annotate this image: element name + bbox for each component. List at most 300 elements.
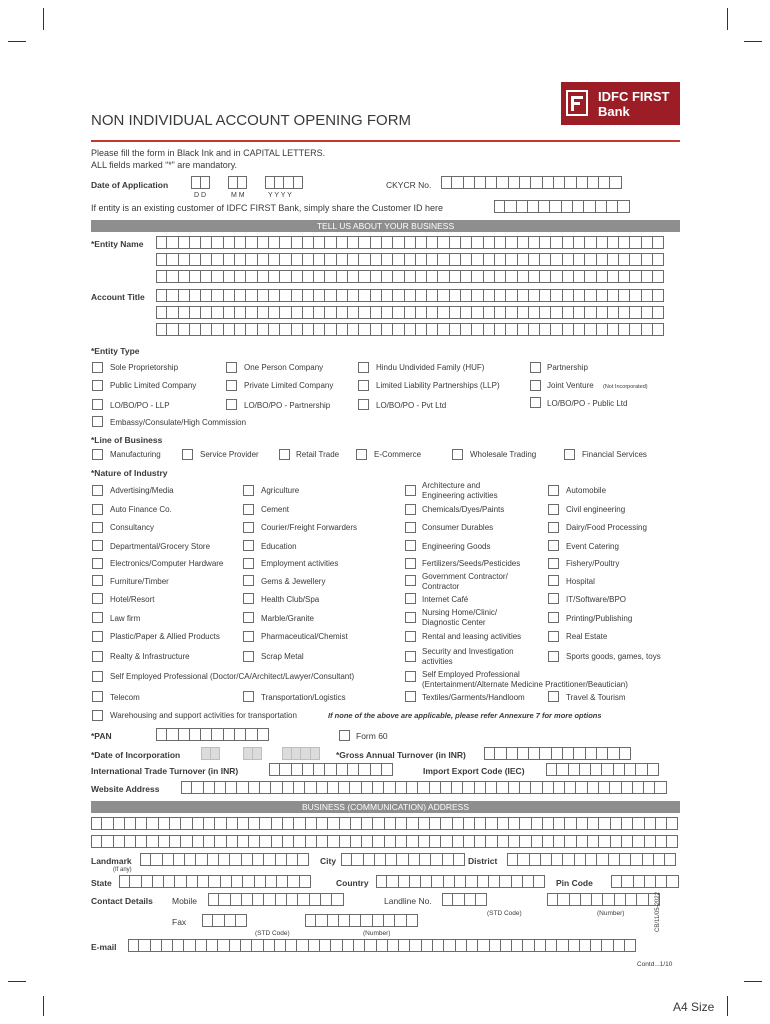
entity-name-row-3[interactable] (156, 270, 664, 283)
input-cell[interactable] (541, 853, 552, 866)
input-cell[interactable] (142, 875, 153, 888)
input-cell[interactable] (558, 893, 569, 906)
input-cell[interactable] (264, 939, 275, 952)
input-cell[interactable] (565, 817, 576, 830)
input-cell[interactable] (153, 875, 164, 888)
input-cell[interactable] (393, 306, 404, 319)
input-cell[interactable] (476, 893, 487, 906)
input-cell[interactable] (551, 289, 562, 302)
input-cell[interactable] (320, 939, 331, 952)
checkbox-industry[interactable] (243, 612, 254, 623)
input-cell[interactable] (238, 817, 249, 830)
input-cell[interactable] (359, 270, 370, 283)
input-cell[interactable] (546, 763, 557, 776)
input-cell[interactable] (175, 875, 186, 888)
input-cell[interactable] (187, 875, 198, 888)
input-cell[interactable] (136, 835, 147, 848)
input-cell[interactable] (371, 763, 382, 776)
input-cell[interactable] (642, 253, 653, 266)
input-cell[interactable] (505, 200, 516, 213)
input-cell[interactable] (550, 200, 561, 213)
input-cell[interactable] (275, 939, 286, 952)
input-cell[interactable] (592, 893, 603, 906)
input-cell[interactable] (608, 236, 619, 249)
input-cell[interactable] (591, 763, 602, 776)
input-cell[interactable] (395, 914, 406, 927)
input-cell[interactable] (386, 853, 397, 866)
checkbox-opc[interactable] (226, 362, 237, 373)
input-cell[interactable] (463, 781, 474, 794)
input-cell[interactable] (478, 939, 489, 952)
input-cell[interactable] (147, 835, 158, 848)
input-cell[interactable] (643, 853, 654, 866)
checkbox-ecommerce[interactable] (356, 449, 367, 460)
input-cell[interactable] (475, 817, 486, 830)
checkbox-industry[interactable] (405, 612, 416, 623)
input-cell[interactable] (373, 914, 384, 927)
account-title-row-2[interactable] (156, 306, 664, 319)
input-cell[interactable] (486, 176, 497, 189)
input-cell[interactable] (467, 939, 478, 952)
input-cell[interactable] (215, 817, 226, 830)
input-cell[interactable] (227, 835, 238, 848)
input-cell[interactable] (535, 939, 546, 952)
input-cell[interactable] (246, 253, 257, 266)
checkbox-manufacturing[interactable] (92, 449, 103, 460)
input-cell[interactable] (427, 236, 438, 249)
input-cell[interactable] (212, 270, 223, 283)
input-cell[interactable] (518, 253, 529, 266)
input-cell[interactable] (269, 270, 280, 283)
input-cell[interactable] (167, 289, 178, 302)
input-cell[interactable] (472, 236, 483, 249)
input-cell[interactable] (597, 236, 608, 249)
input-cell[interactable] (348, 236, 359, 249)
input-cell[interactable] (630, 270, 641, 283)
input-cell[interactable] (529, 270, 540, 283)
account-title-row-3[interactable] (156, 323, 664, 336)
input-cell[interactable] (532, 835, 543, 848)
input-cell[interactable] (264, 853, 275, 866)
input-cell[interactable] (407, 781, 418, 794)
input-cell[interactable] (608, 253, 619, 266)
input-cell[interactable] (201, 253, 212, 266)
input-cell[interactable] (472, 306, 483, 319)
input-cell[interactable] (509, 176, 520, 189)
input-cell[interactable] (609, 853, 620, 866)
input-cell[interactable] (246, 728, 257, 741)
input-cell[interactable] (167, 306, 178, 319)
input-cell[interactable] (337, 323, 348, 336)
input-cell[interactable] (235, 270, 246, 283)
input-cell[interactable] (196, 853, 207, 866)
input-cell[interactable] (599, 781, 610, 794)
input-cell[interactable] (611, 835, 622, 848)
input-cell[interactable] (472, 323, 483, 336)
input-cell[interactable] (472, 270, 483, 283)
input-cell[interactable] (620, 853, 631, 866)
input-cell[interactable] (269, 236, 280, 249)
input-cell[interactable] (399, 939, 410, 952)
input-cell[interactable] (507, 853, 518, 866)
checkbox-wholesale[interactable] (452, 449, 463, 460)
input-cell[interactable] (494, 200, 505, 213)
input-cell[interactable] (303, 270, 314, 283)
input-cell[interactable] (410, 875, 421, 888)
ckycr-input[interactable] (441, 176, 622, 189)
input-cell[interactable] (484, 306, 495, 319)
input-cell[interactable] (596, 200, 607, 213)
input-cell[interactable] (179, 236, 190, 249)
input-cell[interactable] (630, 306, 641, 319)
input-cell[interactable] (644, 781, 655, 794)
input-cell[interactable] (465, 893, 476, 906)
input-cell[interactable] (167, 236, 178, 249)
input-cell[interactable] (630, 289, 641, 302)
input-cell[interactable] (371, 270, 382, 283)
input-cell[interactable] (292, 763, 303, 776)
input-cell[interactable] (506, 270, 517, 283)
input-cell[interactable] (226, 781, 237, 794)
input-cell[interactable] (520, 835, 531, 848)
input-cell[interactable] (585, 236, 596, 249)
input-cell[interactable] (608, 270, 619, 283)
input-cell[interactable] (269, 763, 280, 776)
input-cell[interactable] (438, 306, 449, 319)
input-cell[interactable] (453, 817, 464, 830)
input-cell[interactable] (371, 323, 382, 336)
input-cell[interactable] (359, 236, 370, 249)
input-cell[interactable] (608, 306, 619, 319)
input-cell[interactable] (208, 853, 219, 866)
input-cell[interactable] (655, 781, 666, 794)
input-cell[interactable] (611, 875, 622, 888)
input-cell[interactable] (303, 323, 314, 336)
input-cell[interactable] (484, 253, 495, 266)
input-cell[interactable] (260, 817, 271, 830)
input-cell[interactable] (551, 236, 562, 249)
input-cell[interactable] (348, 253, 359, 266)
checkbox-industry[interactable] (405, 575, 416, 586)
input-cell[interactable] (464, 835, 475, 848)
input-cell[interactable] (382, 323, 393, 336)
input-cell[interactable] (665, 853, 676, 866)
input-cell[interactable] (573, 200, 584, 213)
pan-input[interactable] (156, 728, 269, 741)
input-cell[interactable] (416, 306, 427, 319)
checkbox-travel[interactable] (548, 691, 559, 702)
input-cell[interactable] (585, 323, 596, 336)
input-cell[interactable] (574, 270, 585, 283)
input-cell[interactable] (552, 747, 563, 760)
checkbox-industry[interactable] (92, 575, 103, 586)
input-cell[interactable] (427, 289, 438, 302)
checkbox-embassy[interactable] (92, 416, 103, 427)
input-cell[interactable] (306, 817, 317, 830)
input-cell[interactable] (258, 306, 269, 319)
input-cell[interactable] (241, 939, 252, 952)
input-cell[interactable] (227, 817, 238, 830)
checkbox-sole-proprietorship[interactable] (92, 362, 103, 373)
input-cell[interactable] (156, 253, 167, 266)
input-cell[interactable] (576, 781, 587, 794)
input-cell[interactable] (190, 253, 201, 266)
input-cell[interactable] (253, 853, 264, 866)
input-cell[interactable] (543, 817, 554, 830)
input-cell[interactable] (384, 914, 395, 927)
checkbox-industry[interactable] (548, 504, 559, 515)
input-cell[interactable] (375, 853, 386, 866)
input-cell[interactable] (382, 270, 393, 283)
input-cell[interactable] (305, 781, 316, 794)
checkbox-lobopo-public[interactable] (530, 397, 541, 408)
input-cell[interactable] (272, 835, 283, 848)
input-cell[interactable] (405, 236, 416, 249)
input-cell[interactable] (422, 939, 433, 952)
input-cell[interactable] (438, 270, 449, 283)
input-cell[interactable] (232, 875, 243, 888)
input-cell[interactable] (591, 939, 602, 952)
input-cell[interactable] (540, 289, 551, 302)
input-cell[interactable] (280, 289, 291, 302)
input-cell[interactable] (552, 853, 563, 866)
input-cell[interactable] (427, 253, 438, 266)
input-cell[interactable] (653, 236, 664, 249)
input-cell[interactable] (249, 835, 260, 848)
input-cell[interactable] (419, 835, 430, 848)
input-cell[interactable] (637, 893, 648, 906)
input-cell[interactable] (529, 236, 540, 249)
doa-dd[interactable] (191, 176, 210, 189)
input-cell[interactable] (272, 817, 283, 830)
input-cell[interactable] (185, 853, 196, 866)
input-cell[interactable] (328, 835, 339, 848)
input-cell[interactable] (633, 781, 644, 794)
checkbox-industry[interactable] (548, 593, 559, 604)
input-cell[interactable] (597, 323, 608, 336)
input-cell[interactable] (531, 781, 542, 794)
input-cell[interactable] (633, 817, 644, 830)
input-cell[interactable] (520, 817, 531, 830)
input-cell[interactable] (441, 781, 452, 794)
checkbox-transport[interactable] (243, 691, 254, 702)
input-cell[interactable] (430, 817, 441, 830)
input-cell[interactable] (551, 253, 562, 266)
address-row-1[interactable] (91, 817, 678, 830)
checkbox-industry[interactable] (243, 504, 254, 515)
input-cell[interactable] (562, 200, 573, 213)
input-cell[interactable] (179, 323, 190, 336)
input-cell[interactable] (517, 200, 528, 213)
input-cell[interactable] (280, 306, 291, 319)
input-cell[interactable] (529, 747, 540, 760)
input-cell[interactable] (472, 289, 483, 302)
input-cell[interactable] (438, 236, 449, 249)
input-cell[interactable] (540, 306, 551, 319)
input-cell[interactable] (354, 939, 365, 952)
input-cell[interactable] (495, 747, 506, 760)
input-cell[interactable] (287, 893, 298, 906)
input-cell[interactable] (626, 893, 637, 906)
input-cell[interactable] (455, 875, 466, 888)
input-cell[interactable] (620, 747, 631, 760)
input-cell[interactable] (201, 728, 212, 741)
input-cell[interactable] (634, 875, 645, 888)
input-cell[interactable] (450, 289, 461, 302)
input-cell[interactable] (512, 939, 523, 952)
input-cell[interactable] (585, 253, 596, 266)
input-cell[interactable] (645, 835, 656, 848)
input-cell[interactable] (167, 323, 178, 336)
input-cell[interactable] (441, 817, 452, 830)
input-cell[interactable] (540, 747, 551, 760)
input-cell[interactable] (489, 875, 500, 888)
input-cell[interactable] (156, 289, 167, 302)
input-cell[interactable] (529, 253, 540, 266)
entity-name-row-1[interactable] (156, 236, 664, 249)
input-cell[interactable] (475, 781, 486, 794)
input-cell[interactable] (574, 306, 585, 319)
input-cell[interactable] (184, 939, 195, 952)
input-cell[interactable] (163, 853, 174, 866)
input-cell[interactable] (292, 253, 303, 266)
input-cell[interactable] (574, 289, 585, 302)
checkbox-industry[interactable] (92, 612, 103, 623)
input-cell[interactable] (125, 817, 136, 830)
input-cell[interactable] (328, 781, 339, 794)
input-cell[interactable] (540, 236, 551, 249)
input-cell[interactable] (179, 728, 190, 741)
input-cell[interactable] (618, 200, 629, 213)
checkbox-industry[interactable] (405, 504, 416, 515)
input-cell[interactable] (438, 289, 449, 302)
input-cell[interactable] (292, 289, 303, 302)
input-cell[interactable] (656, 817, 667, 830)
input-cell[interactable] (611, 817, 622, 830)
input-cell[interactable] (653, 253, 664, 266)
checkbox-textiles[interactable] (405, 691, 416, 702)
input-cell[interactable] (597, 289, 608, 302)
input-cell[interactable] (608, 323, 619, 336)
intl-turnover-input[interactable] (269, 763, 393, 776)
input-cell[interactable] (300, 875, 311, 888)
input-cell[interactable] (407, 914, 418, 927)
input-cell[interactable] (450, 306, 461, 319)
input-cell[interactable] (586, 747, 597, 760)
input-cell[interactable] (283, 781, 294, 794)
input-cell[interactable] (393, 253, 404, 266)
input-cell[interactable] (407, 817, 418, 830)
input-cell[interactable] (577, 835, 588, 848)
input-cell[interactable] (486, 835, 497, 848)
input-cell[interactable] (597, 270, 608, 283)
input-cell[interactable] (588, 835, 599, 848)
input-cell[interactable] (529, 306, 540, 319)
checkbox-industry[interactable] (243, 631, 254, 642)
input-cell[interactable] (181, 817, 192, 830)
checkbox-industry[interactable] (92, 485, 103, 496)
input-cell[interactable] (212, 306, 223, 319)
input-cell[interactable] (373, 781, 384, 794)
input-cell[interactable] (212, 289, 223, 302)
input-cell[interactable] (642, 270, 653, 283)
input-cell[interactable] (421, 875, 432, 888)
input-cell[interactable] (597, 253, 608, 266)
entity-name-row-2[interactable] (156, 253, 664, 266)
input-cell[interactable] (540, 270, 551, 283)
input-cell[interactable] (136, 817, 147, 830)
input-cell[interactable] (563, 853, 574, 866)
input-cell[interactable] (283, 817, 294, 830)
input-cell[interactable] (303, 306, 314, 319)
input-cell[interactable] (416, 236, 427, 249)
input-cell[interactable] (667, 835, 678, 848)
input-cell[interactable] (450, 236, 461, 249)
input-cell[interactable] (653, 289, 664, 302)
input-cell[interactable] (337, 270, 348, 283)
input-cell[interactable] (371, 236, 382, 249)
input-cell[interactable] (201, 270, 212, 283)
input-cell[interactable] (506, 323, 517, 336)
input-cell[interactable] (179, 270, 190, 283)
checkbox-partnership[interactable] (530, 362, 541, 373)
input-cell[interactable] (139, 939, 150, 952)
input-cell[interactable] (656, 835, 667, 848)
email-input[interactable] (128, 939, 636, 952)
input-cell[interactable] (337, 236, 348, 249)
input-cell[interactable] (405, 270, 416, 283)
input-cell[interactable] (215, 781, 226, 794)
input-cell[interactable] (221, 875, 232, 888)
input-cell[interactable] (495, 236, 506, 249)
input-cell[interactable] (543, 835, 554, 848)
checkbox-industry[interactable] (548, 522, 559, 533)
input-cell[interactable] (484, 323, 495, 336)
checkbox-industry[interactable] (405, 631, 416, 642)
input-cell[interactable] (597, 747, 608, 760)
input-cell[interactable] (442, 893, 453, 906)
checkbox-public-ltd[interactable] (92, 380, 103, 391)
input-cell[interactable] (633, 835, 644, 848)
input-cell[interactable] (190, 289, 201, 302)
input-cell[interactable] (399, 875, 410, 888)
input-cell[interactable] (557, 763, 568, 776)
input-cell[interactable] (625, 939, 636, 952)
input-cell[interactable] (208, 893, 219, 906)
input-cell[interactable] (316, 914, 327, 927)
input-cell[interactable] (193, 835, 204, 848)
input-cell[interactable] (179, 253, 190, 266)
checkbox-industry[interactable] (92, 558, 103, 569)
input-cell[interactable] (362, 781, 373, 794)
input-cell[interactable] (518, 270, 529, 283)
input-cell[interactable] (574, 236, 585, 249)
input-cell[interactable] (520, 781, 531, 794)
checkbox-industry[interactable] (243, 540, 254, 551)
input-cell[interactable] (280, 270, 291, 283)
input-cell[interactable] (252, 939, 263, 952)
input-cell[interactable] (236, 914, 247, 927)
city-input[interactable] (341, 853, 465, 866)
input-cell[interactable] (441, 835, 452, 848)
input-cell[interactable] (343, 939, 354, 952)
district-input[interactable] (507, 853, 676, 866)
input-cell[interactable] (432, 875, 443, 888)
input-cell[interactable] (461, 323, 472, 336)
input-cell[interactable] (325, 323, 336, 336)
input-cell[interactable] (246, 289, 257, 302)
input-cell[interactable] (235, 323, 246, 336)
